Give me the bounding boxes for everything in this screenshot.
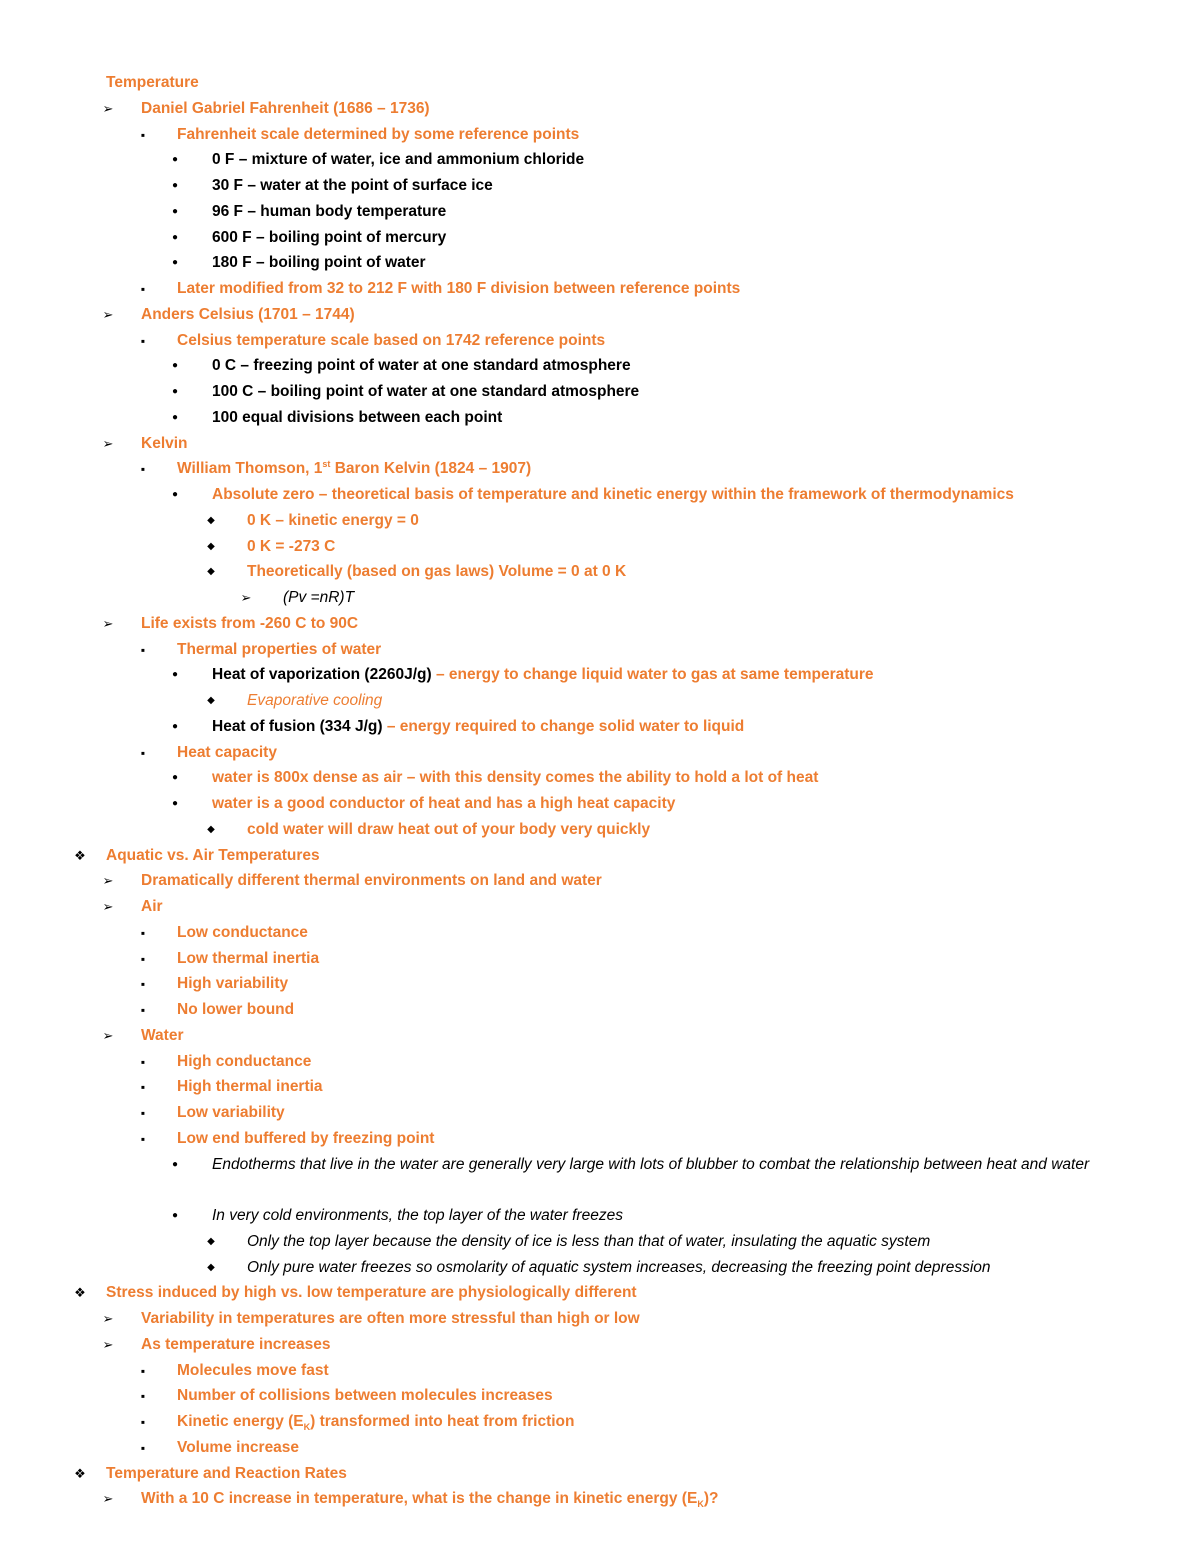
list-item-text (177, 946, 319, 972)
list-item-text (283, 585, 354, 611)
list-item (0, 662, 1200, 688)
list-item-text (247, 688, 382, 714)
list-item (0, 791, 1200, 817)
text-run: – energy to change liquid water to gas at same temperature (431, 666, 874, 684)
list-item (0, 199, 1200, 225)
square-bullet-icon: ▪ (140, 462, 146, 477)
list-item-text (247, 559, 626, 585)
list-item (0, 122, 1200, 148)
text-run: cold water will draw heat out of your body very quickly (247, 820, 651, 838)
diamond-bullet-icon: ◆ (207, 540, 215, 552)
list-item-text (212, 662, 874, 688)
list-item (0, 534, 1200, 560)
text-run: 0 K – kinetic energy = 0 (247, 511, 419, 529)
list-item-text (212, 714, 744, 740)
text-run: Endotherms that live in the water are generally very large with lots of blubber to combat the relationship between heat and water (212, 1155, 1090, 1173)
list-item-text (247, 508, 419, 534)
square-bullet-icon: ▪ (140, 1363, 146, 1378)
diamond-bullet-icon: ◆ (207, 566, 215, 578)
list-item (0, 147, 1200, 173)
text-run: 100 equal divisions between each point (212, 408, 503, 426)
list-item-text (212, 199, 446, 225)
list-item-text (212, 1152, 1112, 1178)
list-item (0, 1358, 1200, 1384)
list-item (0, 173, 1200, 199)
list-item-text (212, 173, 493, 199)
list-item (0, 482, 1200, 508)
text-run: ) transformed into heat from friction (310, 1413, 575, 1430)
list-item-text (212, 353, 631, 379)
list-item (0, 1383, 1200, 1409)
list-item (0, 817, 1200, 843)
square-bullet-icon: ▪ (140, 1389, 146, 1404)
diamond-bullet-icon: ◆ (207, 695, 215, 706)
list-item-text (141, 611, 358, 637)
text-run: Air (141, 898, 163, 915)
text-run: Anders Celsius (1701 – 1744) (141, 305, 355, 323)
square-bullet-icon: ▪ (140, 925, 146, 940)
dot-bullet-icon: ● (171, 205, 179, 217)
arrow-bullet-icon: ➢ (102, 1311, 114, 1326)
dot-bullet-icon: ● (171, 411, 179, 423)
text-run: Temperature (106, 74, 199, 91)
list-item (0, 1255, 1200, 1281)
diamond-bullet-icon: ◆ (207, 1261, 215, 1273)
list-item-text (141, 894, 163, 920)
square-bullet-icon: ▪ (140, 1003, 146, 1017)
list-item (0, 1229, 1200, 1255)
list-item-text (141, 431, 188, 457)
list-item-text (212, 225, 446, 251)
list-item-text (141, 868, 602, 894)
dot-bullet-icon: ● (171, 386, 179, 397)
text-run: Heat of vaporization (2260J/g) (212, 666, 432, 684)
text-run: 0 F – mixture of water, ice and ammonium chloride (212, 151, 585, 169)
text-run: 96 F – human body temperature (212, 202, 447, 220)
list-item-text (212, 405, 502, 431)
text-run: Heat capacity (177, 743, 277, 761)
text-run: water is 800x dense as air – with this density comes the ability to hold a lot of heat (212, 769, 819, 787)
list-item-text (177, 1049, 311, 1075)
list-item (0, 1332, 1200, 1358)
square-bullet-icon: ▪ (140, 1415, 146, 1429)
list-item-text (177, 1126, 434, 1152)
text-run: K (303, 1422, 311, 1433)
dot-bullet-icon: ● (171, 257, 179, 269)
list-item (0, 611, 1200, 637)
text-run: Stress induced by high vs. low temperature are physiologically different (106, 1284, 637, 1302)
list-item (0, 302, 1200, 328)
list-item (0, 740, 1200, 766)
list-item (0, 1409, 1200, 1435)
list-item (0, 637, 1200, 663)
text-run: Kinetic energy (E (177, 1413, 304, 1430)
list-item (0, 920, 1200, 946)
text-run: Low conductance (177, 923, 308, 941)
text-run: K (697, 1499, 704, 1510)
arrow-bullet-icon: ➢ (102, 1027, 114, 1043)
list-item-text (177, 740, 277, 766)
list-item-text (247, 1255, 991, 1281)
list-item-text (177, 456, 531, 482)
dot-bullet-icon: ● (171, 360, 179, 372)
text-run: Temperature and Reaction Rates (106, 1464, 347, 1482)
dot-bullet-icon: ● (171, 231, 179, 243)
arrow-bullet-icon: ➢ (102, 306, 114, 322)
list-item-text (177, 1435, 299, 1461)
arrow-bullet-icon: ➢ (102, 1491, 114, 1507)
list-item-text (212, 250, 426, 276)
diamond-bullet-icon: ◆ (207, 514, 215, 526)
list-item (0, 946, 1200, 972)
text-run: Fahrenheit scale determined by some reference points (177, 125, 580, 143)
list-item-text (212, 147, 584, 173)
arrow-bullet-icon: ➢ (102, 1336, 114, 1352)
list-item (0, 997, 1200, 1023)
dot-bullet-icon: ● (171, 1158, 179, 1170)
list-item (0, 688, 1200, 714)
list-item-text (212, 1203, 623, 1229)
list-item (0, 1126, 1200, 1152)
text-run: 0 C – freezing point of water at one standard atmosphere (212, 357, 631, 375)
text-run: Number of collisions between molecules increases (177, 1387, 553, 1405)
list-item (0, 714, 1200, 740)
text-run: )? (703, 1490, 719, 1508)
text-run: – energy required to change solid water to liquid (382, 717, 745, 735)
text-run: William Thomson, 1 (177, 460, 323, 478)
list-item-text (247, 817, 650, 843)
text-run: Absolute zero – theoretical basis of temperature and kinetic energy within the framework of thermodynamics (212, 486, 1014, 503)
text-run: Water (141, 1026, 184, 1044)
text-run: Life exists from -260 C to 90C (141, 614, 359, 632)
list-item (0, 1306, 1200, 1332)
list-item (0, 559, 1200, 585)
square-bullet-icon: ▪ (140, 1131, 146, 1146)
text-run: High thermal inertia (177, 1078, 323, 1096)
text-run: Only the top layer because the density of ice is less than that of water, insulating the aquatic system (247, 1232, 931, 1250)
dot-bullet-icon: ● (171, 489, 179, 500)
square-bullet-icon: ▪ (140, 282, 146, 296)
list-item-text (177, 971, 288, 997)
text-run: Dramatically different thermal environments on land and water (141, 872, 602, 890)
list-item-text (141, 1023, 184, 1049)
dot-bullet-icon: ● (171, 772, 179, 784)
list-item (0, 1203, 1200, 1229)
clover-bullet-icon: ❖ (74, 1285, 86, 1301)
text-run: Heat of fusion (334 J/g) (212, 717, 383, 735)
list-item (0, 1486, 1200, 1512)
dot-bullet-icon: ● (171, 1210, 179, 1221)
diamond-bullet-icon: ◆ (207, 823, 215, 835)
list-item-text (141, 1332, 331, 1358)
list-item-text (106, 70, 199, 96)
list-item (0, 225, 1200, 251)
list-item (0, 96, 1200, 122)
dot-bullet-icon: ● (171, 798, 179, 809)
arrow-bullet-icon: ➢ (102, 100, 114, 116)
list-item (0, 379, 1200, 405)
list-item (0, 276, 1200, 302)
list-item-text (141, 302, 355, 328)
list-item (0, 508, 1200, 534)
text-run: Molecules move fast (177, 1361, 329, 1379)
list-item (0, 1074, 1200, 1100)
arrow-bullet-icon: ➢ (102, 615, 114, 631)
text-run: High variability (177, 975, 289, 993)
list-item-text (177, 1358, 329, 1384)
square-bullet-icon: ▪ (140, 951, 146, 966)
text-run: Low end buffered by freezing point (177, 1129, 435, 1147)
list-item-text (177, 997, 294, 1023)
arrow-bullet-icon: ➢ (102, 899, 114, 914)
text-run: Baron Kelvin (1824 – 1907) (330, 460, 532, 478)
list-item (0, 1049, 1200, 1075)
text-run: water is a good conductor of heat and has a high heat capacity (212, 795, 676, 812)
text-run: Evaporative cooling (247, 692, 383, 709)
text-run: Aquatic vs. Air Temperatures (106, 846, 320, 864)
square-bullet-icon: ▪ (140, 1080, 146, 1095)
text-run: Volume increase (177, 1438, 300, 1456)
list-item-text (212, 482, 1014, 508)
list-item (0, 971, 1200, 997)
list-item-text (177, 328, 605, 354)
list-item (0, 431, 1200, 457)
list-item-text (212, 791, 675, 817)
list-item-text (212, 379, 639, 405)
list-item (0, 405, 1200, 431)
list-item (0, 456, 1200, 482)
text-run: st (322, 459, 331, 470)
list-item (0, 868, 1200, 894)
text-run: 30 F – water at the point of surface ice (212, 177, 493, 194)
text-run: With a 10 C increase in temperature, what is the change in kinetic energy (E (141, 1490, 698, 1508)
text-run: Celsius temperature scale based on 1742 reference points (177, 331, 606, 349)
text-run: Variability in temperatures are often more stressful than high or low (141, 1310, 640, 1327)
list-item (0, 843, 1200, 869)
dot-bullet-icon: ● (171, 669, 179, 681)
text-run: No lower bound (177, 1001, 295, 1018)
list-item-text (106, 1461, 347, 1487)
list-item (0, 1100, 1200, 1126)
list-item-text (177, 1100, 285, 1126)
list-item-text (247, 534, 335, 560)
text-run: Only pure water freezes so osmolarity of aquatic system increases, decreasing the freezing point depression (247, 1258, 991, 1276)
square-bullet-icon: ▪ (140, 127, 146, 142)
list-item-text (141, 96, 430, 122)
arrow-bullet-icon: ➢ (102, 873, 114, 889)
square-bullet-icon: ▪ (140, 1054, 146, 1069)
square-bullet-icon: ▪ (140, 333, 146, 348)
list-item (0, 1435, 1200, 1461)
list-item (0, 250, 1200, 276)
list-item (0, 585, 1200, 611)
list-item (0, 1461, 1200, 1487)
text-run: Low thermal inertia (177, 949, 320, 967)
list-item (0, 70, 1200, 96)
square-bullet-icon: ▪ (140, 642, 146, 657)
clover-bullet-icon: ❖ (74, 847, 86, 863)
text-run: 0 K = -273 C (247, 537, 336, 555)
dot-bullet-icon: ● (171, 154, 179, 166)
list-item (0, 1280, 1200, 1306)
text-run: Theoretically (based on gas laws) Volume = 0 at 0 K (247, 563, 627, 581)
text-run: As temperature increases (141, 1335, 331, 1353)
text-run: Kelvin (141, 434, 188, 452)
list-item-text (106, 1280, 637, 1306)
square-bullet-icon: ▪ (140, 1440, 146, 1455)
list-item-text (177, 122, 579, 148)
text-run: 100 C – boiling point of water at one standard atmosphere (212, 383, 640, 400)
dot-bullet-icon: ● (171, 720, 179, 732)
text-run: 180 F – boiling point of water (212, 254, 426, 272)
dot-bullet-icon: ● (171, 180, 179, 191)
square-bullet-icon: ▪ (140, 977, 146, 992)
list-item (0, 328, 1200, 354)
text-run: 600 F – boiling point of mercury (212, 228, 447, 246)
clover-bullet-icon: ❖ (74, 1465, 86, 1481)
list-item-text (141, 1486, 718, 1512)
list-item (0, 1023, 1200, 1049)
square-bullet-icon: ▪ (140, 1106, 146, 1120)
list-item-text (177, 637, 381, 663)
list-item-text (177, 276, 740, 302)
list-item-text (106, 843, 320, 869)
list-item (0, 765, 1200, 791)
list-item (0, 894, 1200, 920)
list-item (0, 1152, 1200, 1178)
list-item-text (177, 1074, 323, 1100)
square-bullet-icon: ▪ (140, 745, 146, 760)
list-item-text (247, 1229, 930, 1255)
list-item (0, 353, 1200, 379)
arrow-bullet-icon: ➢ (240, 590, 252, 605)
text-run: Low variability (177, 1104, 285, 1121)
text-run: Daniel Gabriel Fahrenheit (1686 – 1736) (141, 99, 430, 117)
text-run: Later modified from 32 to 212 F with 180 F division between reference points (177, 280, 741, 297)
diamond-bullet-icon: ◆ (207, 1235, 215, 1247)
text-run: In very cold environments, the top layer of the water freezes (212, 1207, 623, 1224)
text-run: Thermal properties of water (177, 640, 382, 658)
list-item-text (177, 920, 308, 946)
arrow-bullet-icon: ➢ (102, 435, 114, 451)
text-run: (Pv =nR)T (283, 589, 355, 606)
list-item-text (141, 1306, 640, 1332)
list-item-text (177, 1409, 575, 1435)
list-item-text (212, 765, 818, 791)
text-run: High conductance (177, 1052, 312, 1070)
list-item-text (177, 1383, 553, 1409)
